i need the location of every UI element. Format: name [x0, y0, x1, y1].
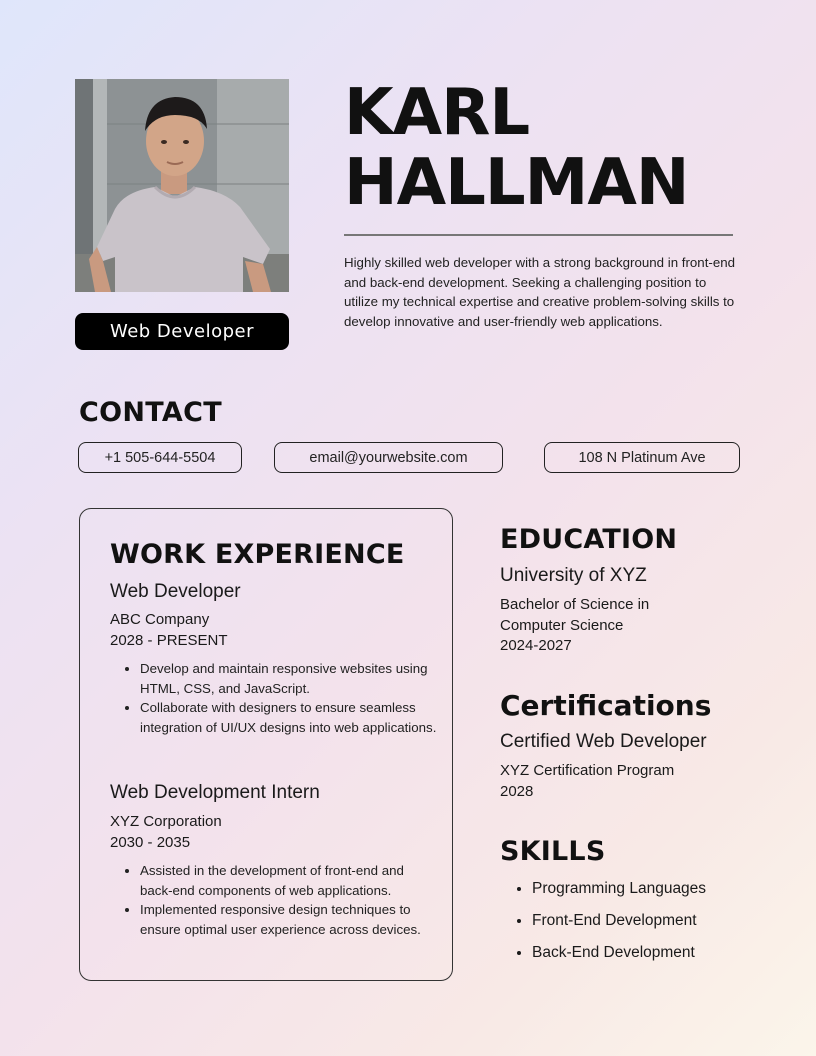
name-line-first: KARL [344, 76, 530, 150]
skill-item: • Programming Languages [532, 878, 812, 910]
job-duty: • Implemented responsive design techniques to ensure optimal user experience across devices. [140, 900, 440, 939]
contact-heading: CONTACT [79, 397, 222, 428]
profile-summary: Highly skilled web developer with a strong background in front-end and back-end development. Seeking a challenging position to utilize my technical expertise and creative problem-solving skills to develop innovative and user-friendly web applications. [344, 255, 735, 329]
contact-phone[interactable]: +1 505-644-5504 [78, 442, 242, 473]
skill-item: • Front-End Development [532, 910, 812, 942]
education-degree-line: Bachelor of Science in [500, 596, 650, 613]
education-degree-line: Computer Science [500, 616, 624, 634]
education-school: University of XYZ [500, 565, 647, 586]
job-title: Web Developer [110, 581, 241, 602]
job-company: ABC Company [110, 611, 210, 628]
skills-list [500, 878, 812, 974]
skills-heading: SKILLS [500, 836, 606, 867]
certifications-heading: Certifications [500, 689, 712, 722]
header-divider [344, 234, 733, 236]
full-name [344, 78, 784, 218]
job-duties [110, 861, 440, 939]
contact-email[interactable]: email@yourwebsite.com [274, 442, 503, 473]
profile-photo [75, 79, 289, 292]
work-experience-heading: WORK EXPERIENCE [110, 539, 405, 570]
name-line-last: HALLMAN [344, 146, 689, 220]
job-entry [110, 581, 440, 737]
certification-title: Certified Web Developer [500, 731, 707, 752]
contact-address[interactable]: 108 N Platinum Ave [544, 442, 740, 473]
job-dates: 2028 - PRESENT [110, 631, 228, 649]
education-dates: 2024-2027 [500, 637, 572, 654]
education-details [500, 595, 649, 657]
job-duty: • Collaborate with designers to ensure seamless integration of UI/UX designs into web applications. [140, 698, 440, 737]
education-heading: EDUCATION [500, 524, 678, 555]
skill-item: • Back-End Development [532, 942, 812, 974]
job-dates: 2030 - 2035 [110, 833, 191, 851]
certification-program: XYZ Certification Program [500, 762, 675, 779]
job-title: Web Development Intern [110, 782, 320, 803]
certification-year: 2028 [500, 782, 534, 800]
job-company: XYZ Corporation [110, 813, 222, 830]
certification-details [500, 761, 674, 802]
person-photo-illustration [75, 79, 289, 292]
job-entry [110, 782, 440, 939]
job-duty: • Develop and maintain responsive websites using HTML, CSS, and JavaScript. [140, 659, 440, 698]
role-badge: Web Developer [75, 313, 289, 350]
job-duty: • Assisted in the development of front-end and back-end components of web applications. [140, 861, 440, 900]
job-duties [110, 659, 440, 737]
